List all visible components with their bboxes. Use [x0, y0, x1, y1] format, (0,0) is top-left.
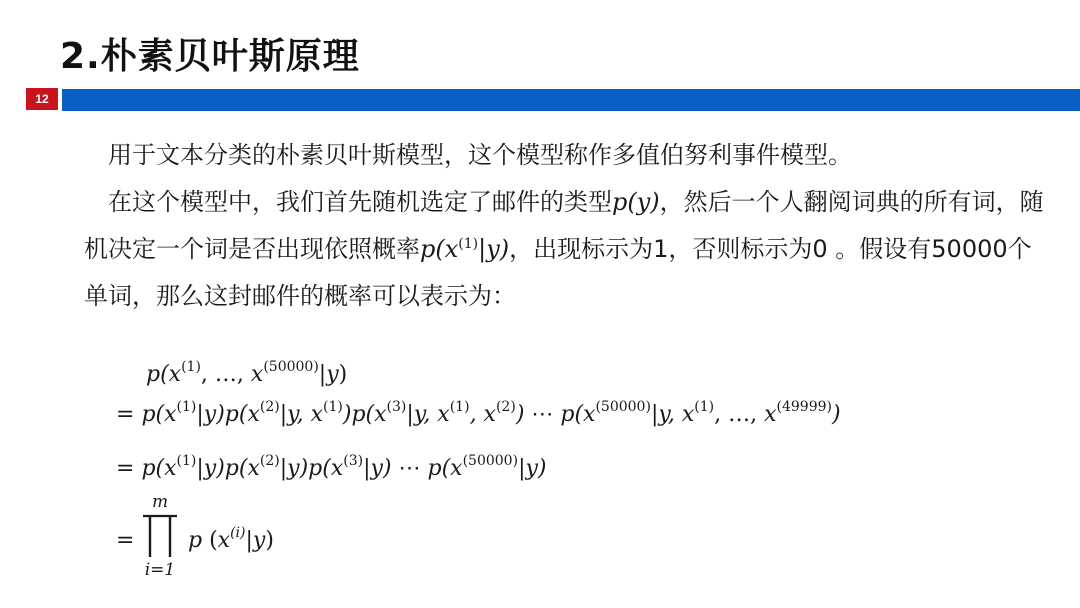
paragraph-2-part-1: 在这个模型中，我们首先随机选定了邮件的类型 [108, 188, 612, 216]
body-text [84, 132, 1044, 320]
page-number-badge: 12 [26, 88, 58, 110]
product-operator [138, 492, 182, 588]
header-accent-bar [62, 89, 1080, 111]
paragraph-1: 用于文本分类的朴素贝叶斯模型，这个模型称作多值伯努利事件模型。 [108, 141, 852, 169]
paragraph-2-part-2: ，然后一个人翻阅词典的所有词，随机决定一个词是否出现依照概率 [84, 188, 1044, 263]
equation-line-1: $p(x^{(1)}$, …, $x^{(50000)}|y$) [146, 359, 348, 387]
paragraph-2-part-3: ，出现标示为1，否则标示为0 。假设有50000个单词，那么这封邮件的概率可以表示为： [84, 235, 1032, 310]
product-symbol-icon [142, 514, 178, 558]
equation-line-4-equals: = [116, 528, 135, 553]
equation-line-2: = $p(x^{(1)}|y)p(x^{(2)}|y$, $x^{(1)})p(x^{(3)}|y$, $x^{(1)}$, $x^{(2)}$) ⋯ $p(x^{(50000)}|y$, $x^{(1)}$, …, $x^{(49999)}$) [116, 399, 841, 427]
product-lower-limit: i=1 [144, 560, 176, 580]
slide-title: 2.朴素贝叶斯原理 [60, 36, 360, 77]
equation-line-3: = $p(x^{(1)}|y)p(x^{(2)}|y)p(x^{(3)}|y)$ ⋯ $p(x^{(50000)}|y)$ [116, 453, 547, 481]
math-p-y: p(y) [612, 188, 660, 216]
paragraph-2 [84, 179, 1044, 320]
product-upper-limit: m [151, 492, 169, 512]
math-p-x1-given-y: $p(x^{(1)}|y)$ [420, 235, 510, 263]
equation-line-4-term: p $(x^{(i)}|y)$ [188, 525, 274, 553]
